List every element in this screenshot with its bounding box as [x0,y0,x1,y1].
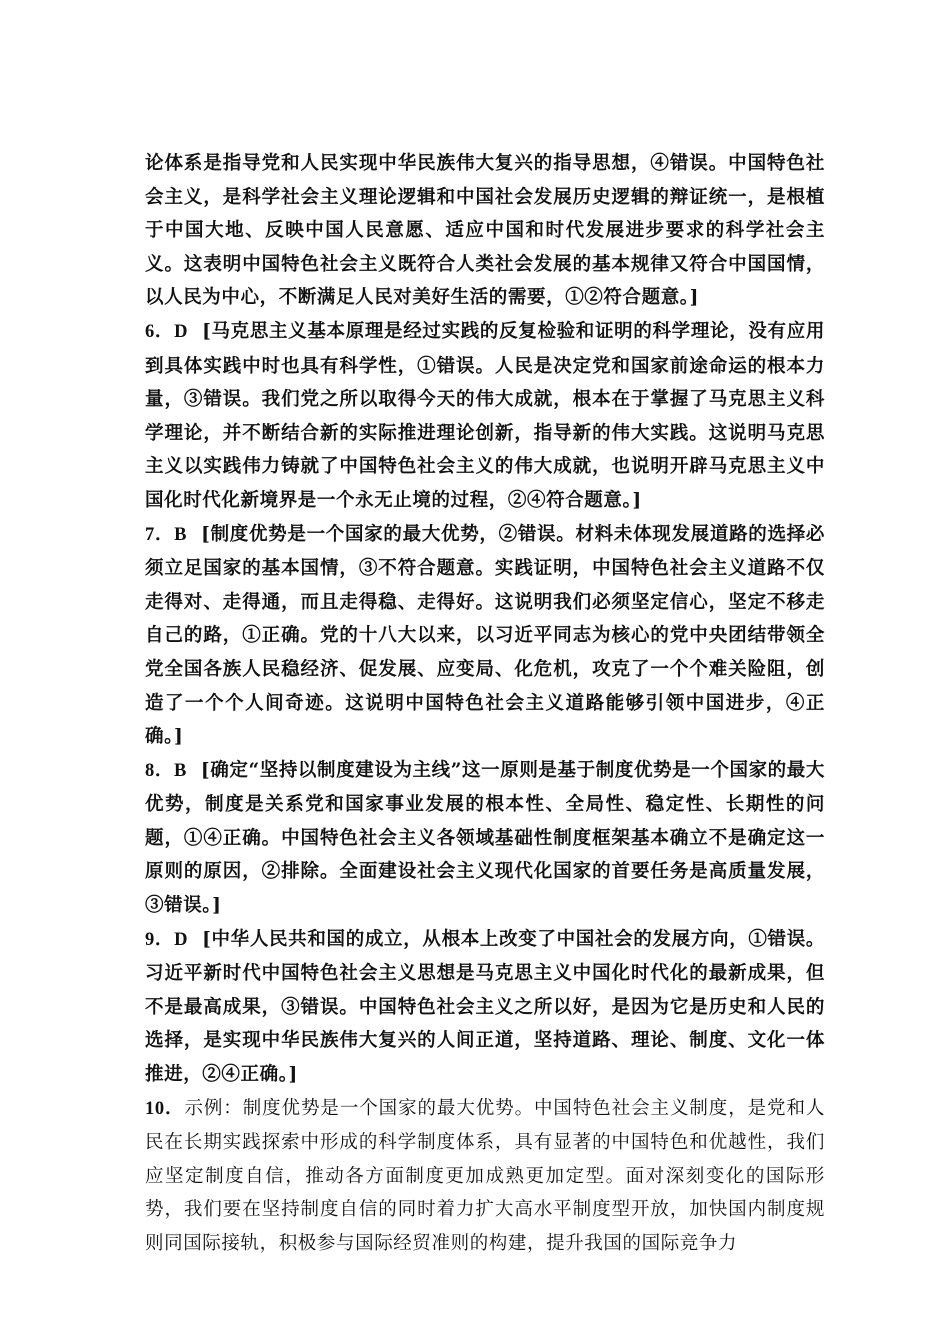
answer-page [145,147,825,1261]
answer-6-body: [马克思主义基本原理是经过实践的反复检验和证明的科学理论，没有应用到具体实践中时也具有科学性，①错误。人民是决定党和国家前途命运的根本力量，③错误。我们党之所以取得今天的伟大成就，根本在于掌握了马克思主义科学理论，并不断结合新的实际推进理论创新，指导新的伟大实践。这说明马克思主义以实践伟力铸就了中国特色社会主义的伟大成就，也说明开辟马克思主义中国化时代化新境界是一个永无止境的过程，②④符合题意。] [145,320,825,511]
answer-6 [145,315,825,518]
answer-8 [145,754,825,923]
answer-5-continuation [145,147,825,315]
answer-9 [145,923,825,1092]
answer-7-label: 7．B [145,524,188,545]
answer-7 [145,518,825,754]
answer-5-body: 论体系是指导党和人民实现中华民族伟大复兴的指导思想，④错误。中国特色社会主义，是科学社会主义理论逻辑和中国社会发展历史逻辑的辩证统一，是根植于中国大地、反映中国人民意愿、适应中国和时代发展进步要求的科学社会主义。这表明中国特色社会主义既符合人类社会发展的基本规律又符合中国国情，以人民为中心，不断满足人民对美好生活的需要，①②符合题意。] [145,153,825,309]
answer-6-label: 6．D [145,321,189,342]
answer-8-label: 8．B [145,760,187,781]
answer-9-body: [中华人民共和国的成立，从根本上改变了中国社会的发展方向，①错误。习近平新时代中国特色社会主义思想是马克思主义中国化时代化的最新成果，但不是最高成果，③错误。中国特色社会主义之所以好，是因为它是历史和人民的选择，是实现中华民族伟大复兴的人间正道，坚持道路、理论、制度、文化一体推进，②④正确。] [145,928,825,1086]
answer-8-body: [确定“坚持以制度建设为主线”这一原则是基于制度优势是一个国家的最大优势，制度是关系党和国家事业发展的根本性、全局性、稳定性、长期性的问题，①④正确。中国特色社会主义各领域基础性制度框架基本确立不是确定这一原则的原因，②排除。全面建设社会主义现代化国家的首要任务是高质量发展，③错误。] [145,759,825,917]
answer-10-label: 10． [145,1098,185,1119]
answer-10-body: 示例：制度优势是一个国家的最大优势。中国特色社会主义制度，是党和人民在长期实践探索中形成的科学制度体系，具有显著的中国特色和优越性，我们应坚定制度自信，推动各方面制度更加成熟更加定型。面对深刻变化的国际形势，我们要在坚持制度自信的同时着力扩大高水平制度型开放，加快国内制度规则同国际接轨，积极参与国际经贸准则的构建，提升我国的国际竞争力 [145,1097,825,1254]
answer-9-label: 9．D [145,929,189,950]
answer-10 [145,1092,825,1261]
answer-7-body: [制度优势是一个国家的最大优势，②错误。材料未体现发展道路的选择必须立足国家的基本国情，③不符合题意。实践证明，中国特色社会主义道路不仅走得对、走得通，而且走得稳、走得好。这说明我们必须坚定信心，坚定不移走自己的路，①正确。党的十八大以来，以习近平同志为核心的党中央团结带领全党全国各族人民稳经济、促发展、应变局、化危机，攻克了一个个难关险阻，创造了一个个人间奇迹。这说明中国特色社会主义道路能够引领中国进步，④正确。] [145,523,826,748]
